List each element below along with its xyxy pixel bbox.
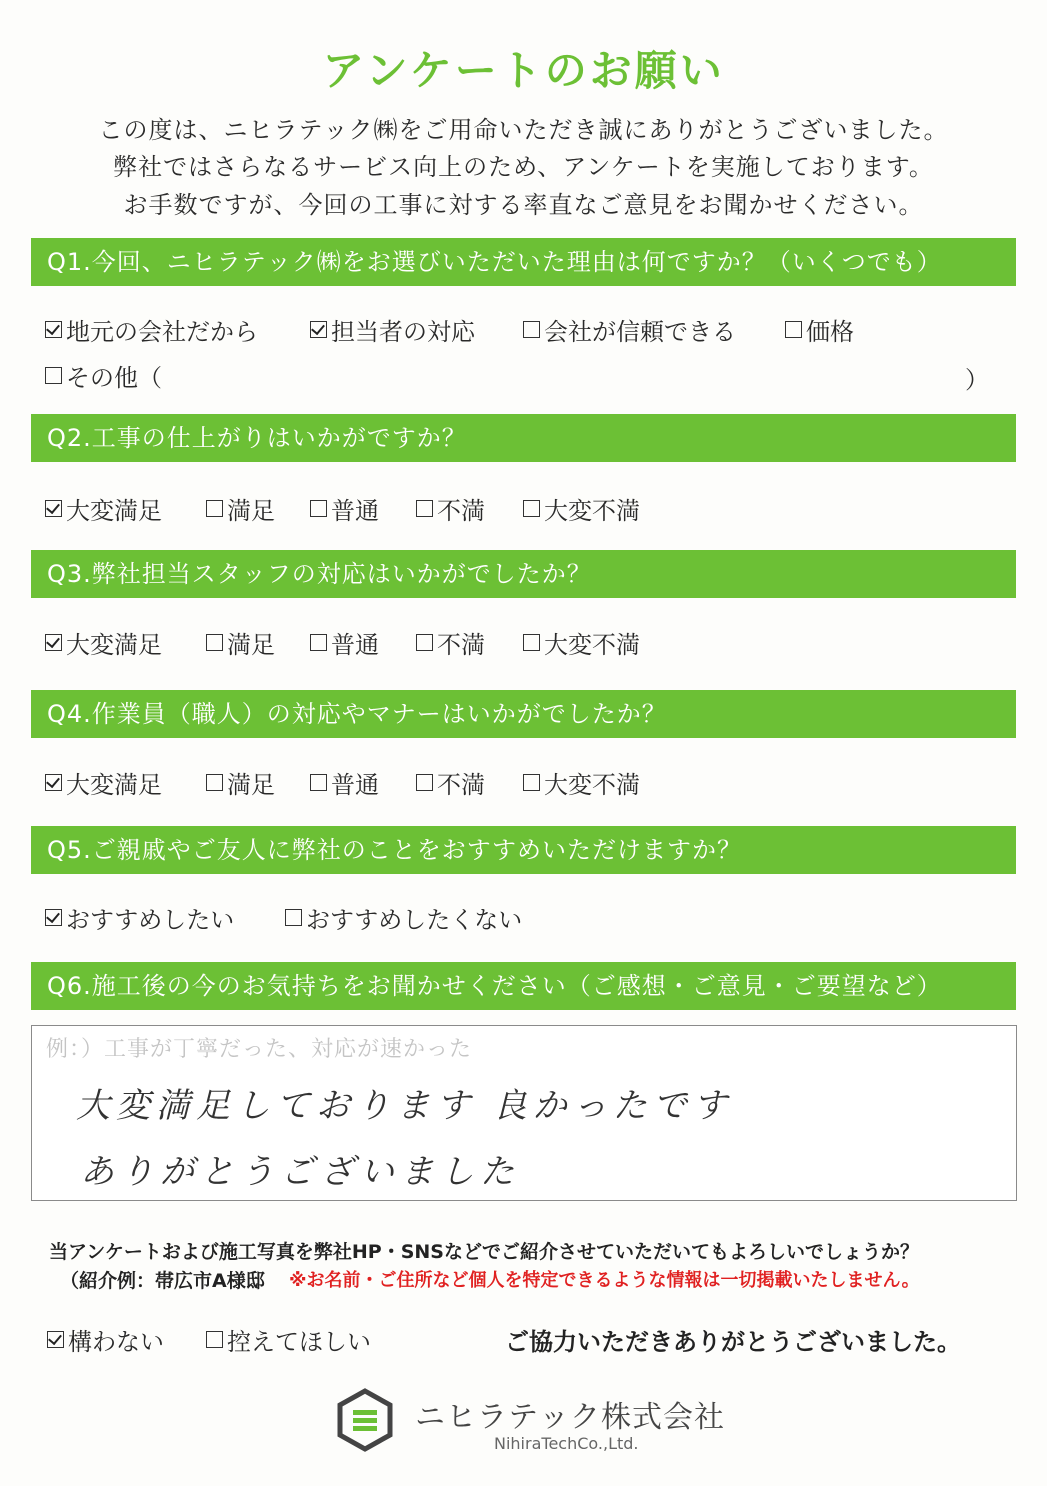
company-logo-icon bbox=[336, 1388, 394, 1452]
q5-option-recommend[interactable] bbox=[45, 900, 234, 935]
option-label: その他（ bbox=[66, 364, 162, 392]
q2-option[interactable] bbox=[45, 491, 162, 526]
comment-placeholder: 例：）工事が丁寧だった、対応が速かった bbox=[46, 1037, 473, 1062]
checkbox[interactable] bbox=[416, 634, 433, 651]
q4-option[interactable] bbox=[523, 765, 640, 800]
checkbox[interactable] bbox=[310, 500, 327, 517]
option-label: 大変満足 bbox=[66, 771, 162, 799]
option-label: 大変満足 bbox=[66, 497, 162, 525]
checkbox[interactable] bbox=[310, 774, 327, 791]
checkbox[interactable] bbox=[45, 909, 62, 926]
checkbox[interactable] bbox=[45, 321, 62, 338]
q4-option[interactable] bbox=[206, 765, 275, 800]
checkbox[interactable] bbox=[523, 500, 540, 517]
option-label: 普通 bbox=[331, 771, 379, 799]
q1-heading: Q1.今回、ニヒラテック㈱をお選びいただいた理由は何ですか？（いくつでも） bbox=[31, 238, 1016, 286]
checkbox[interactable] bbox=[416, 500, 433, 517]
option-label: 地元の会社だから bbox=[66, 318, 258, 346]
option-label: 大変不満 bbox=[544, 497, 640, 525]
option-label: 普通 bbox=[331, 631, 379, 659]
consent-option-allow[interactable] bbox=[47, 1322, 164, 1357]
q5-option-not-recommend[interactable] bbox=[285, 900, 522, 935]
q1-option-price[interactable] bbox=[785, 312, 854, 347]
consent-question: 当アンケートおよび施工写真を弊社HP・SNSなどでご紹介させていただいてもよろしいでしょうか？ bbox=[49, 1241, 919, 1263]
q2-heading: Q2.工事の仕上がりはいかがですか？ bbox=[31, 414, 1016, 462]
q4-option[interactable] bbox=[416, 765, 485, 800]
checkbox[interactable] bbox=[45, 500, 62, 517]
option-label: おすすめしたい bbox=[66, 906, 235, 934]
company-name: ニヒラテック株式会社 bbox=[415, 1400, 725, 1435]
checkbox[interactable] bbox=[310, 634, 327, 651]
option-label: 満足 bbox=[227, 771, 275, 799]
checkbox[interactable] bbox=[523, 634, 540, 651]
checkbox[interactable] bbox=[206, 774, 223, 791]
q3-option[interactable] bbox=[523, 625, 640, 660]
consent-warning: ※お名前・ご住所など個人を特定できるような情報は一切掲載いたしません。 bbox=[289, 1270, 920, 1291]
q3-option[interactable] bbox=[416, 625, 485, 660]
checkbox[interactable] bbox=[45, 367, 62, 384]
option-label: 満足 bbox=[227, 497, 275, 525]
q5-heading: Q5.ご親戚やご友人に弊社のことをおすすめいただけますか？ bbox=[31, 826, 1016, 874]
q1-option-staff[interactable] bbox=[310, 312, 475, 347]
q3-option[interactable] bbox=[45, 625, 162, 660]
intro-line-1: この度は、ニヒラテック㈱をご用命いただき誠にありがとうございました。 bbox=[98, 116, 949, 144]
q2-option[interactable] bbox=[310, 491, 379, 526]
option-label: 不満 bbox=[437, 497, 485, 525]
thanks-message: ご協力いただきありがとうございました。 bbox=[505, 1328, 961, 1356]
option-label: 不満 bbox=[437, 771, 485, 799]
option-label: 担当者の対応 bbox=[331, 318, 475, 346]
q3-option[interactable] bbox=[206, 625, 275, 660]
checkbox[interactable] bbox=[45, 774, 62, 791]
q2-option[interactable] bbox=[416, 491, 485, 526]
checkbox[interactable] bbox=[785, 321, 802, 338]
option-label: 構わない bbox=[68, 1328, 164, 1356]
option-label: 不満 bbox=[437, 631, 485, 659]
comment-textarea[interactable] bbox=[31, 1025, 1017, 1201]
intro-line-3: お手数ですが、今回の工事に対する率直なご意見をお聞かせください。 bbox=[123, 191, 924, 219]
checkbox[interactable] bbox=[45, 634, 62, 651]
consent-example: （紹介例：帯広市A様邸 bbox=[60, 1270, 265, 1292]
q6-heading: Q6.施工後の今のお気持ちをお聞かせください（ご感想・ご意見・ご要望など） bbox=[31, 962, 1016, 1010]
q3-option[interactable] bbox=[310, 625, 379, 660]
option-label: 大変不満 bbox=[544, 771, 640, 799]
checkbox[interactable] bbox=[47, 1331, 64, 1348]
option-label: 会社が信頼できる bbox=[544, 318, 736, 346]
checkbox[interactable] bbox=[285, 909, 302, 926]
page-title: アンケートのお願い bbox=[322, 46, 725, 95]
option-label: 普通 bbox=[331, 497, 379, 525]
option-label: 控えてほしい bbox=[227, 1328, 371, 1356]
intro-line-2: 弊社ではさらなるサービス向上のため、アンケートを実施しております。 bbox=[113, 153, 934, 181]
checkbox[interactable] bbox=[416, 774, 433, 791]
checkbox[interactable] bbox=[310, 321, 327, 338]
checkbox[interactable] bbox=[523, 321, 540, 338]
q1-option-other[interactable] bbox=[45, 358, 162, 393]
q2-option[interactable] bbox=[523, 491, 640, 526]
checkbox[interactable] bbox=[523, 774, 540, 791]
q1-option-local[interactable] bbox=[45, 312, 258, 347]
q4-option[interactable] bbox=[45, 765, 162, 800]
q4-heading: Q4.作業員（職人）の対応やマナーはいかがでしたか？ bbox=[31, 690, 1016, 738]
option-label: おすすめしたくない bbox=[306, 906, 523, 934]
q1-other-close: ） bbox=[965, 366, 989, 394]
checkbox[interactable] bbox=[206, 1331, 223, 1348]
handwritten-line-2: ありがとうございました bbox=[80, 1152, 520, 1192]
q1-option-trust[interactable] bbox=[523, 312, 736, 347]
option-label: 大変不満 bbox=[544, 631, 640, 659]
consent-option-decline[interactable] bbox=[206, 1322, 371, 1357]
checkbox[interactable] bbox=[206, 500, 223, 517]
option-label: 満足 bbox=[227, 631, 275, 659]
option-label: 価格 bbox=[806, 318, 854, 346]
company-name-en: NihiraTechCo.,Ltd. bbox=[494, 1434, 639, 1453]
handwritten-line-1: 大変満足しております 良かったです bbox=[76, 1086, 733, 1126]
q3-heading: Q3.弊社担当スタッフの対応はいかがでしたか？ bbox=[31, 550, 1016, 598]
q2-option[interactable] bbox=[206, 491, 275, 526]
q4-option[interactable] bbox=[310, 765, 379, 800]
option-label: 大変満足 bbox=[66, 631, 162, 659]
checkbox[interactable] bbox=[206, 634, 223, 651]
